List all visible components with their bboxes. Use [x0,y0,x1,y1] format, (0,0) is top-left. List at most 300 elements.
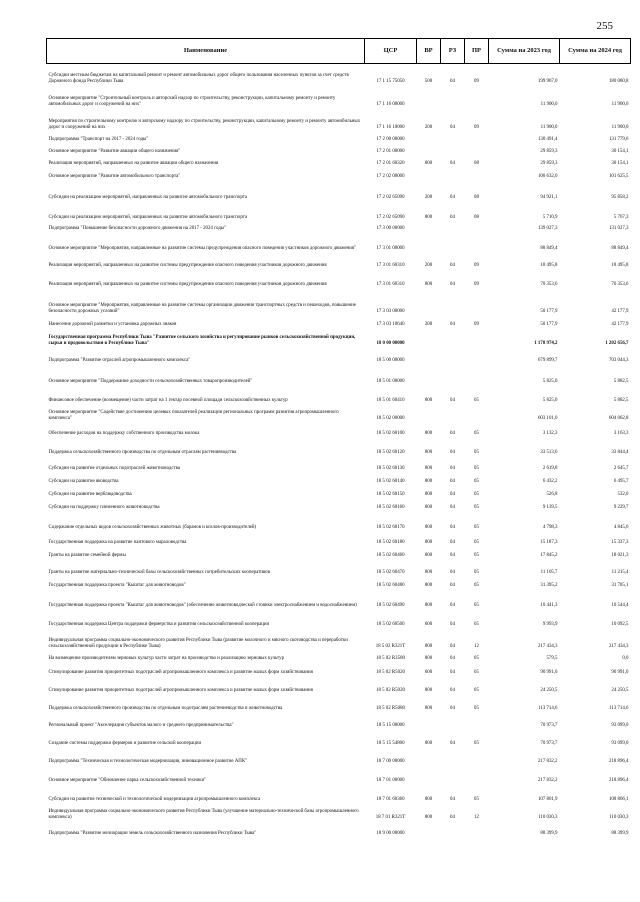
row-rz: 04 [450,465,455,471]
row-rz [441,232,465,252]
table-row [47,437,631,456]
table-header [47,39,631,64]
row-sum-2023: 15 187,3 [540,539,558,545]
row-sum-2024: 5 882,5 [613,378,629,384]
table-row [47,589,631,609]
row-csr: 18 5 02 60460 [376,552,405,558]
row-sum-2024: 18 021,3 [611,552,629,558]
row-pr [465,328,489,347]
row-rz: 04 [450,194,455,200]
row-sum-2023: 17 845,2 [540,552,558,558]
row-name: Подпрограмма "Транспорт на 2017 - 2024 годы" [48,136,149,142]
row-rz: 04 [450,539,455,545]
row-name: Основное мероприятие "Развитие автомобильного транспорта" [48,173,181,179]
row-sum-2023: 1 178 974,2 [534,340,558,346]
row-sum-2024: 2 645,7 [613,465,629,471]
row-csr: 18 7 01 60360 [376,796,405,802]
row-sum-2023: 11 900,0 [540,101,558,107]
row-csr: 17 2 02 65090 [376,214,405,220]
row-name: Мероприятия по строительному контролю и авторскому надзору по строительству, реконструкции, капитальному ремонту и ремонту автомобильных дорог и сооружений на них [48,119,361,130]
row-vr [417,821,441,837]
row-name: Гранты на развитие материально-технической базы сельскохозяйственных потребительских кооперативов [48,569,270,575]
row-csr: 18 5 15 54800 [376,740,405,746]
row-vr: 200 [424,262,433,268]
row-csr: 18 7 01 00000 [376,777,405,783]
row-csr: 18 5 02 R5020 [376,669,405,675]
row-csr: 17 1 16 00000 [376,101,405,107]
row-name: Субсидии местным бюджетам на капитальный ремонт и ремонт автомобильных дорог общего пользования населенных пунктов за счет средств Дорожного фонда Республики Тыва [48,73,349,84]
row-rz: 04 [450,160,455,166]
row-rz: 04 [450,569,455,575]
row-pr: 08 [474,214,479,220]
row-pr: 05 [474,449,479,455]
row-rz: 04 [450,262,455,268]
row-sum-2023: 70 973,7 [540,722,558,728]
row-sum-2023: 2 619,8 [542,465,558,471]
table-row [47,252,631,269]
row-pr: 12 [474,814,479,820]
row-rz [441,85,465,108]
row-pr: 05 [474,796,479,802]
row-name: Содержание отдельных видов сельскохозяйственных животных (баранов и козлов-производителей) [48,524,257,530]
row-rz: 04 [450,552,455,558]
row-vr: 800 [424,397,433,403]
row-sum-2024: 18 495,8 [611,262,629,268]
row-csr: 17 3 01 60310 [376,281,405,287]
row-rz: 04 [450,814,455,820]
row-sum-2023: 9 993,9 [542,621,558,627]
row-rz [441,131,465,143]
table-row [47,729,631,747]
row-rz: 04 [450,430,455,436]
row-rz: 04 [450,78,455,84]
row-sum-2023: 217 832,2 [537,758,558,764]
row-csr: 18 5 02 R5080 [376,705,405,711]
row-pr [465,85,489,108]
row-rz: 04 [450,705,455,711]
row-pr [465,747,489,765]
row-vr [417,404,441,422]
row-sum-2023: 90 991,0 [540,669,558,675]
row-csr: 17 2 01 00000 [376,148,405,154]
row-pr: 05 [474,539,479,545]
row-pr: 05 [474,669,479,675]
row-name: Гранты на развитие семейной фермы [48,552,126,558]
row-name: Реализация мероприятий, направленных на развитие системы предупреждения опасного поведения участников дорожного движения [48,262,327,268]
row-pr [465,364,489,385]
row-rz [441,404,465,422]
table-row [47,546,631,559]
row-name: Основное мероприятие "Мероприятия, направленные на развитие системы организации движения транспортных средств и пешеходов, повышение безопасности дорожных условий" [48,303,356,314]
row-sum-2024: 9 229,7 [613,504,629,510]
table-row [47,364,631,385]
row-vr: 800 [424,796,433,802]
table-row [47,747,631,765]
row-rz [441,167,465,180]
row-csr: 17 3 01 00000 [376,245,405,251]
row-vr: 800 [424,539,433,545]
row-sum-2024: 6 495,7 [613,478,629,484]
row-csr: 17 3 03 00000 [376,308,405,314]
row-pr [465,288,489,315]
row-sum-2023: 5 710,9 [542,214,558,220]
row-sum-2023: 107 801,9 [537,796,558,802]
row-rz [441,712,465,729]
table-row [47,269,631,288]
row-sum-2024: 532,0 [617,491,629,497]
row-name: Основное мероприятие "Обновление парка сельскохозяйственной техники" [48,777,207,783]
table-row [47,694,631,712]
row-vr: 800 [424,465,433,471]
row-sum-2023: 217 832,2 [537,777,558,783]
row-sum-2024: 24 250,5 [611,687,629,693]
row-pr: 09 [474,321,479,327]
table-row [47,784,631,803]
page-number: 255 [596,20,613,32]
row-name: Государственная поддержка на развитие пантового мараловодства [48,539,187,545]
row-sum-2023: 5 825,0 [542,378,558,384]
row-csr: 17 1 15 75050 [376,78,405,84]
row-sum-2023: 100 632,0 [537,173,558,179]
row-rz [441,747,465,765]
row-vr: 200 [424,194,433,200]
header-csr: ЦСР [365,39,417,64]
table-row [47,576,631,589]
row-sum-2024: 217 434,3 [608,643,629,649]
row-name: Основное мероприятие "Развитие авиации общего назначения" [48,148,181,154]
table-row [47,85,631,108]
row-pr [465,232,489,252]
row-name: Реализация мероприятий, направленных на развитие авиации общего назначения [48,160,219,166]
row-sum-2024: 90 991,0 [611,669,629,675]
row-pr: 05 [474,705,479,711]
row-sum-2024: 15 337,3 [611,539,629,545]
row-name: Субсидии на развитие отдельных подотраслей животноводства [48,465,181,471]
table-row [47,472,631,485]
row-sum-2023: 9 139,5 [542,504,558,510]
row-sum-2024: 88 849,4 [611,245,629,251]
row-name: Обеспечение расходов на поддержку собственного производства молока [48,430,200,436]
row-vr: 800 [424,705,433,711]
table-row [47,232,631,252]
row-name: Индивидуальная программа социально-экономического развития Республики Тыва (улучшение материально-технической базы агропромышленного комплекса) [48,809,359,820]
row-rz: 04 [450,796,455,802]
row-csr: 18 5 02 R5020 [376,687,405,693]
row-csr: 17 1 16 10000 [376,124,405,130]
row-sum-2023: 50 177,9 [540,321,558,327]
row-sum-2023: 679 899,7 [537,357,558,363]
row-rz: 04 [450,397,455,403]
row-sum-2023: 88 399,9 [540,830,558,836]
row-rz [441,364,465,385]
row-csr: 18 5 02 60120 [376,449,405,455]
row-name: Основное мероприятие "Мероприятия, направленные на развитие системы предупреждения опасного поведения участников дорожного движения" [48,245,356,251]
row-rz: 04 [450,602,455,608]
row-csr: 17 2 00 00000 [376,136,405,142]
row-sum-2023: 4 798,3 [542,524,558,530]
row-rz [441,347,465,364]
row-pr: 09 [474,281,479,287]
table-row [47,498,631,511]
row-vr: 800 [424,504,433,510]
table-row [47,803,631,821]
row-sum-2024: 30 154,1 [611,148,629,154]
table-row [47,64,631,85]
row-rz: 04 [450,449,455,455]
row-rz: 04 [450,281,455,287]
row-pr: 05 [474,397,479,403]
table-row [47,167,631,180]
row-csr: 18 0 00 00000 [376,340,405,346]
header-sum-2024: Сумма на 2024 год [560,39,631,64]
row-rz: 04 [450,582,455,588]
row-csr: 18 5 02 60470 [376,569,405,575]
row-pr: 09 [474,262,479,268]
table-row [47,821,631,837]
row-pr: 05 [474,621,479,627]
table-row [47,422,631,437]
row-vr [417,167,441,180]
table-row [47,676,631,694]
row-rz [441,765,465,784]
row-vr [417,143,441,155]
table-row [47,765,631,784]
row-rz: 04 [450,643,455,649]
row-sum-2024: 42 177,9 [611,321,629,327]
header-sum-2023: Сумма на 2023 год [489,39,560,64]
row-rz [441,328,465,347]
row-sum-2023: 130 491,4 [537,136,558,142]
row-csr: 17 3 03 10640 [376,321,405,327]
row-vr [417,85,441,108]
row-sum-2024: 0,0 [622,655,629,661]
row-sum-2024: 101 625,5 [608,173,629,179]
row-rz [441,821,465,837]
row-sum-2024: 11 900,0 [611,101,629,107]
row-pr: 08 [474,160,479,166]
row-vr: 800 [424,552,433,558]
row-csr: 18 5 02 60100 [376,430,405,436]
row-sum-2024: 11 215,4 [611,569,629,575]
table-row [47,180,631,201]
row-pr: 09 [474,78,479,84]
row-name: Подпрограмма "Развитие отраслей агропромышленного комплекса" [48,357,191,363]
row-vr [417,232,441,252]
row-name: Нанесение дорожной разметки и установка дорожных знаков [48,321,177,327]
row-vr [417,364,441,385]
row-vr: 800 [424,602,433,608]
row-name: На возмещение производителям зерновых культур части затрат на производство и реализацию зерновых культур [48,655,285,661]
row-name: Стимулирование развития приоритетных подотраслей агропромышленного комплекса и развитие малых форм хозяйствования [48,669,313,675]
row-sum-2024: 93 099,0 [611,722,629,728]
row-name: Поддержка сельскохозяйственного производства по отдельным отраслям растениеводства [48,449,237,455]
row-csr: 18 5 02 R3580 [376,655,405,661]
row-vr: 600 [424,621,433,627]
row-pr: 05 [474,504,479,510]
row-rz [441,143,465,155]
row-pr: 05 [474,687,479,693]
row-csr: 17 2 01 60320 [376,160,405,166]
row-name: Государственная программа Республики Тыва "Развитие сельского хозяйства и регулирование рынков сельскохозяйственной продукции, сырья и продовольствия в Республике Тыва" [48,335,356,346]
row-rz: 04 [450,214,455,220]
row-name: Основное мероприятие "Содействие достижению целевых показателей реализации региональных программ развития агропромышленного комплекса" [48,410,339,421]
row-pr: 08 [474,194,479,200]
row-sum-2023: 18 495,8 [540,262,558,268]
row-vr [417,131,441,143]
row-sum-2024: 1 202 656,7 [605,340,629,346]
row-name: Реализация мероприятий, направленных на развитие системы предупреждения опасного поведения участников дорожного движения [48,281,327,287]
table-row [47,559,631,576]
row-pr: 05 [474,655,479,661]
row-sum-2023: 88 849,4 [540,245,558,251]
row-sum-2023: 217 434,3 [537,643,558,649]
row-csr: 18 5 02 60180 [376,539,405,545]
table-row [47,288,631,315]
row-name: Основное мероприятие "Строительный контроль и авторский надзор по строительству, реконструкции, капитальному ремонту и ремонту автомобильных дорог и сооружений на них" [48,96,336,107]
row-csr: 18 9 00 00000 [376,830,405,836]
row-pr [465,712,489,729]
row-sum-2023: 5 825,0 [542,397,558,403]
row-vr: 500 [424,78,433,84]
row-sum-2024: 42 177,9 [611,308,629,314]
row-sum-2023: 70 973,7 [540,740,558,746]
row-sum-2024: 88 399,9 [611,830,629,836]
budget-table [46,38,631,837]
row-rz: 04 [450,687,455,693]
row-sum-2024: 11 900,0 [611,124,629,130]
row-vr: 800 [424,814,433,820]
row-pr: 05 [474,740,479,746]
row-sum-2024: 5 767,3 [613,214,629,220]
row-pr [465,221,489,232]
row-sum-2023: 199 967,0 [537,78,558,84]
table-row [47,485,631,498]
header-name: Наименование [47,39,365,64]
table-row [47,347,631,364]
row-sum-2023: 31 395,2 [540,582,558,588]
row-sum-2023: 29 859,3 [540,148,558,154]
row-vr: 800 [424,569,433,575]
row-pr: 05 [474,582,479,588]
row-csr: 18 5 02 60170 [376,524,405,530]
row-sum-2024: 218 896,4 [608,758,629,764]
row-vr: 600 [424,669,433,675]
row-name: Субсидии на поддержку племенного животноводства [48,504,160,510]
row-sum-2024: 180 080,8 [608,78,629,84]
row-csr: 17 2 02 65090 [376,194,405,200]
row-name: Субсидии на реализацию мероприятий, направленных на развитие автомобильного транспорта [48,214,248,220]
row-csr: 18 5 01 60410 [376,397,405,403]
row-pr: 05 [474,430,479,436]
row-vr: 800 [424,214,433,220]
row-rz [441,221,465,232]
table-row [47,385,631,404]
row-name: Подпрограмма "Развитие мелиорации земель сельскохозяйственного назначения Республики Тыва" [48,830,257,836]
row-vr: 800 [424,478,433,484]
row-csr: 18 5 02 60490 [376,602,405,608]
row-sum-2024: 703 044,3 [608,357,629,363]
row-vr: 800 [424,449,433,455]
row-vr [417,747,441,765]
row-csr: 17 3 00 00000 [376,225,405,231]
row-sum-2023: 110 030,3 [538,814,558,820]
table-row [47,221,631,232]
row-sum-2023: 70 353,6 [540,281,558,287]
row-name: Государственная поддержка проекта "Кыштаг для животноводов" [48,582,186,588]
row-rz: 04 [450,491,455,497]
row-vr: 800 [424,524,433,530]
table-row [47,662,631,676]
table-row [47,108,631,131]
row-pr [465,821,489,837]
row-sum-2023: 29 859,3 [540,160,558,166]
row-name: Создание системы поддержки фермеров и развитие сельской кооперации [48,740,202,746]
row-sum-2023: 11 105,7 [540,569,558,575]
table-row [47,650,631,662]
row-sum-2024: 10 092,5 [611,621,629,627]
row-sum-2023: 6 432,2 [542,478,558,484]
row-name: Субсидии на реализацию мероприятий, направленных на развитие автомобильного транспорта [48,194,248,200]
row-name: Региональный проект "Акселерация субъектов малого и среднего предпринимательства" [48,722,234,728]
row-csr: 18 5 02 60500 [376,621,405,627]
row-vr: 800 [424,643,433,649]
row-pr: 05 [474,552,479,558]
row-vr [417,347,441,364]
row-sum-2023: 24 250,5 [540,687,558,693]
row-vr: 200 [424,124,433,130]
row-name: Индивидуальная программа социально-экономического развития Республики Тыва (развитие молочного и мясного скотоводства и переработки сельскохозяйственной продукции в Республике Тыва) [48,638,348,649]
row-rz: 04 [450,740,455,746]
row-sum-2024: 70 353,6 [611,281,629,287]
row-rz [441,288,465,315]
row-vr: 800 [424,740,433,746]
row-pr [465,143,489,155]
row-sum-2023: 579,5 [546,655,558,661]
row-name: Стимулирование развития приоритетных подотраслей агропромышленного комплекса и развитие малых форм хозяйствования [48,687,313,693]
row-pr: 05 [474,465,479,471]
row-rz: 04 [450,524,455,530]
table-row [47,456,631,472]
row-sum-2024: 95 858,2 [611,194,629,200]
row-sum-2024: 31 705,1 [611,582,629,588]
row-pr: 12 [474,643,479,649]
row-csr: 18 7 01 R321T [375,814,406,820]
row-name: Подпрограмма "Повышение безопасности дорожного движения на 2017 - 2024 годы" [48,225,227,231]
header-vr: ВР [417,39,441,64]
table-row [47,628,631,650]
row-sum-2023: 50 177,9 [540,308,558,314]
row-pr [465,404,489,422]
table-row [47,143,631,155]
row-vr: 200 [424,321,433,327]
header-rz: РЗ [441,39,465,64]
row-pr [465,347,489,364]
table-row [47,328,631,347]
row-vr [417,712,441,729]
table-row [47,315,631,328]
row-sum-2024: 5 882,5 [613,397,629,403]
row-vr [417,288,441,315]
row-name: Государственная поддержка проекта "Кыштаг для животноводов" (обеспечение животноводческой стоянки электроснабжением и водоснабжением) [48,602,357,608]
table-row [47,531,631,546]
row-sum-2024: 110 030,3 [609,814,629,820]
row-csr: 17 3 01 60310 [376,262,405,268]
row-vr: 800 [424,687,433,693]
row-sum-2023: 94 921,1 [540,194,558,200]
row-sum-2023: 10 441,3 [540,602,558,608]
row-name: Финансовое обеспечение (возмещение) части затрат на 1 гектар посевной площади сельскохозяйственных культур [48,397,288,403]
row-pr [465,765,489,784]
